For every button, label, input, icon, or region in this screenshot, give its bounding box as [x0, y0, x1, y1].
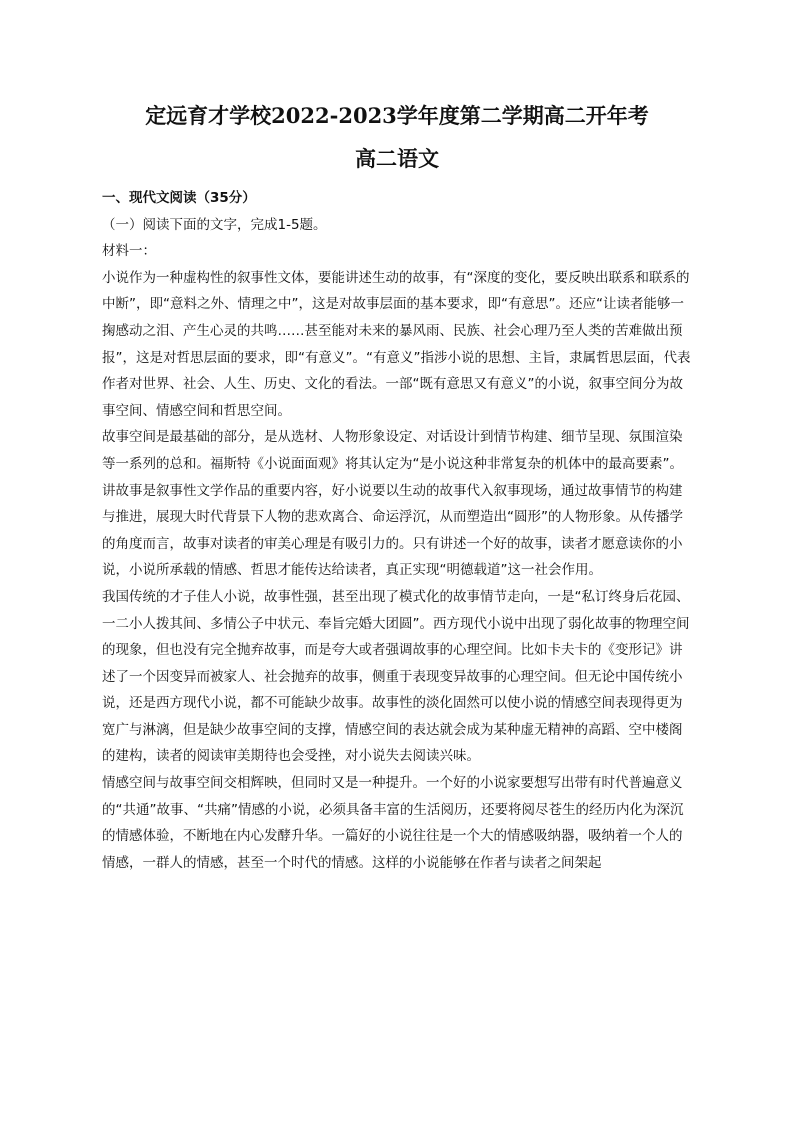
exam-title: 定远育才学校2022-2023学年度第二学期高二开年考	[145, 103, 649, 128]
exam-subtitle: 高二语文	[355, 146, 439, 171]
reading-instruction: （一）阅读下面的文字，完成1-5题。	[102, 216, 327, 233]
section-heading: 一、现代文阅读（35分）	[102, 190, 256, 206]
paragraph-3: 我国传统的才子佳人小说，故事性强，甚至出现了模式化的故事情节走向，一是“私订终身后花园、一二小人拨其间、多情公子中状元、奉旨完婚大团圆”。西方现代小说中出现了弱化故事的物理空间的现象，但也没有完全抛弃故事，而是夸大或者强调故事的心理空间。比如卡夫卡的《变形记》讲述了一个因变异而被家人、社会抛弃的故事，侧重于表现变异故事的心理空间。但无论中国传统小说，还是西方现代小说，都不可能缺少故事。故事性的淡化固然可以使小说的情感空间表现得更为宽广与淋漓，但是缺少故事空间的支撑，情感空间的表达就会成为某种虚无精神的高蹈、空中楼阁的建构，读者的阅读审美期待也会受挫，对小说失去阅读兴味。	[102, 588, 690, 765]
paragraph-2: 故事空间是最基础的部分，是从选材、人物形象设定、对话设计到情节构建、细节呈现、氛围渲染等一系列的总和。福斯特《小说面面观》将其认定为“是小说这种非常复杂的机体中的最高要素”。讲故事是叙事性文学作品的重要内容，好小说要以生动的故事代入叙事现场，通过故事情节的构建与推进，展现大时代背景下人物的悲欢离合、命运浮沉，从而塑造出“圆形”的人物形象。从传播学的角度而言，故事对读者的审美心理是有吸引力的。只有讲述一个好的故事，读者才愿意读你的小说，小说所承载的情感、哲思才能传达给读者，真正实现“明德载道”这一社会作用。	[102, 429, 683, 579]
exam-content	[102, 185, 694, 876]
material-label: 材料一：	[102, 243, 156, 260]
paragraph-1: 小说作为一种虚构性的叙事性文体，要能讲述生动的故事，有“深度的变化，要反映出联系和联系的中断”，即“意料之外、情理之中”，这是对故事层面的基本要求，即“有意思”。还应“让读者能够一掬感动之泪、产生心灵的共鸣……甚至能对未来的暴风雨、民族、社会心理乃至人类的苦难做出预报”，这是对哲思层面的要求，即“有意义”。“有意义”指涉小说的思想、主旨，隶属哲思层面，代表作者对世界、社会、人生、历史、文化的看法。一部“既有意思又有意义”的小说，叙事空间分为故事空间、情感空间和哲思空间。	[102, 269, 691, 419]
paragraph-4: 情感空间与故事空间交相辉映，但同时又是一种提升。一个好的小说家要想写出带有时代普遍意义的“共通”故事、“共痛”情感的小说，必须具备丰富的生活阅历，还要将阅尽苍生的经历内化为深沉的情感体验，不断地在内心发酵升华。一篇好的小说往往是一个大的情感吸纳器，吸纳着一个人的情感，一群人的情感，甚至一个时代的情感。这样的小说能够在作者与读者之间架起	[102, 775, 684, 871]
